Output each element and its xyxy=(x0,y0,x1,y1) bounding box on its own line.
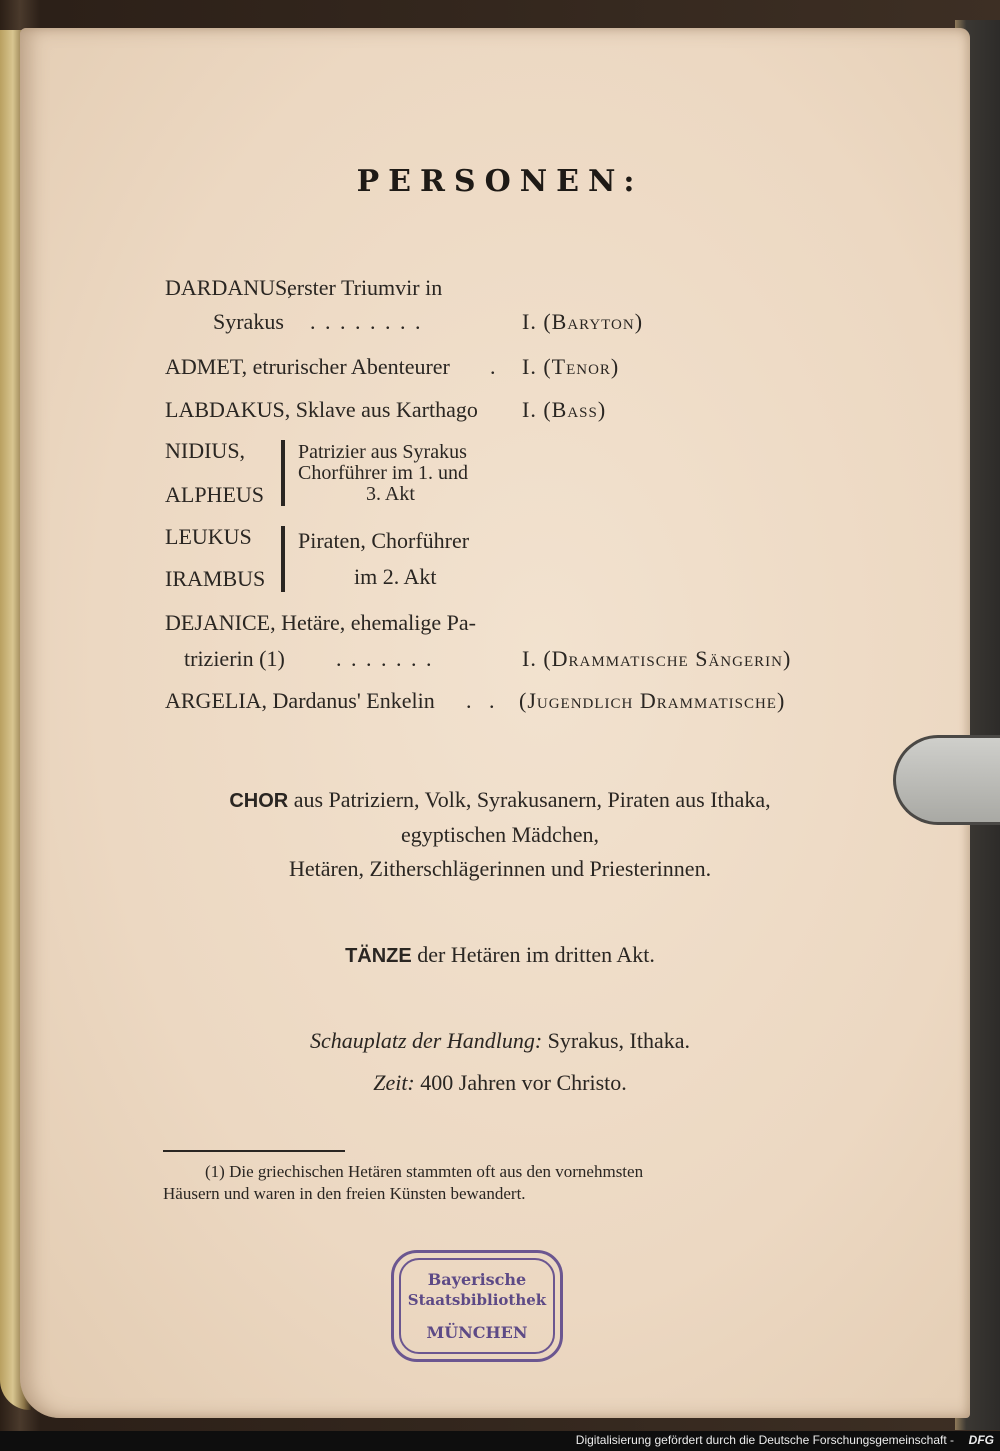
cast-entry-admet: ADMET, etrurischer Abenteurer xyxy=(165,354,450,379)
cast-desc-dardanus-2: Syrakus xyxy=(213,309,284,334)
chor-line-2: egyptischen Mädchen, xyxy=(401,822,599,847)
chor-label: CHOR xyxy=(229,790,289,812)
schauplatz-label: Schauplatz der Handlung: xyxy=(309,1028,543,1053)
cast-voice-labdakus: I. (Bass) xyxy=(522,397,607,422)
cast-dots-dejanice: . . . . . . . xyxy=(336,646,434,671)
footnote-line-1: (1) Die griechischen Hetären stammten oft aus den vornehmsten xyxy=(205,1162,644,1181)
cast-desc-akt-2: im 2. Akt xyxy=(354,564,437,589)
cast-name-dardanus: DARDANUS, xyxy=(165,275,293,300)
schauplatz-line xyxy=(0,1028,1000,1054)
cast-desc-piraten: Piraten, Chorführer xyxy=(298,528,470,553)
footnote-rule xyxy=(163,1150,345,1152)
cast-dots-dardanus: . . . . . . . . xyxy=(310,309,423,334)
page-title: PERSONEN: xyxy=(356,164,644,199)
dfg-logo: DFG xyxy=(968,1433,994,1447)
chor-line-3: Hetären, Zitherschlägerinnen und Priesterinnen. xyxy=(288,856,712,881)
cast-entry-dejanice: DEJANICE, Hetäre, ehemalige Pa- xyxy=(165,610,476,635)
cast-desc-dardanus: erster Triumvir in xyxy=(287,275,443,300)
stamp-line-2: Staatsbibliothek xyxy=(407,1291,547,1309)
footnote-line-2: Häusern und waren in den freien Künsten bewandert. xyxy=(163,1184,526,1203)
brace-bar xyxy=(281,440,285,506)
cast-voice-admet: I. (Tenor) xyxy=(522,354,620,379)
cast-name-irambus: IRAMBUS xyxy=(165,566,266,591)
cast-desc-chorfuehrer: Chorführer im 1. und xyxy=(298,462,468,484)
cast-entry-labdakus: LABDAKUS, Sklave aus Karthago xyxy=(165,397,478,422)
taenze-line xyxy=(0,942,1000,968)
cast-name-nidius: NIDIUS, xyxy=(165,438,246,463)
stamp-line-3: MÜNCHEN xyxy=(426,1323,528,1342)
cast-name-alpheus: ALPHEUS xyxy=(165,482,265,507)
cast-desc-patrizier: Patrizier aus Syrakus xyxy=(298,441,467,463)
zeit-text: 400 Jahren vor Christo. xyxy=(420,1070,627,1095)
cast-desc-akt: 3. Akt xyxy=(366,483,415,505)
cast-dots-admet: . xyxy=(490,354,496,379)
brace-bar xyxy=(281,526,285,592)
library-stamp xyxy=(391,1250,563,1362)
page-clip-tab xyxy=(893,735,1000,825)
cast-dots-argelia: . . xyxy=(466,688,501,713)
zeit-line xyxy=(0,1070,1000,1096)
footer-credit: Digitalisierung gefördert durch die Deutsche Forschungsgemeinschaft - xyxy=(575,1433,954,1447)
taenze-text: der Hetären im dritten Akt. xyxy=(417,942,655,967)
book-page xyxy=(20,28,970,1418)
cast-entry-argelia: ARGELIA, Dardanus' Enkelin xyxy=(165,688,435,713)
cast-voice-argelia: (Jugendlich Drammatische) xyxy=(519,688,786,713)
chor-text: aus Patriziern, Volk, Syrakusanern, Piraten aus Ithaka, xyxy=(293,787,771,812)
taenze-label: TÄNZE xyxy=(345,945,412,967)
cast-voice-dardanus: I. (Baryton) xyxy=(522,309,644,334)
cast-name-leukus: LEUKUS xyxy=(165,524,252,549)
schauplatz-text: Syrakus, Ithaka. xyxy=(547,1028,691,1053)
chor-line-1 xyxy=(0,787,1000,813)
zeit-label: Zeit: xyxy=(373,1070,415,1095)
stamp-line-1: Bayerische xyxy=(427,1270,527,1289)
cast-entry-dejanice-2: trizierin (1) xyxy=(184,646,285,671)
cast-voice-dejanice: I. (Drammatische Sängerin) xyxy=(522,646,792,671)
